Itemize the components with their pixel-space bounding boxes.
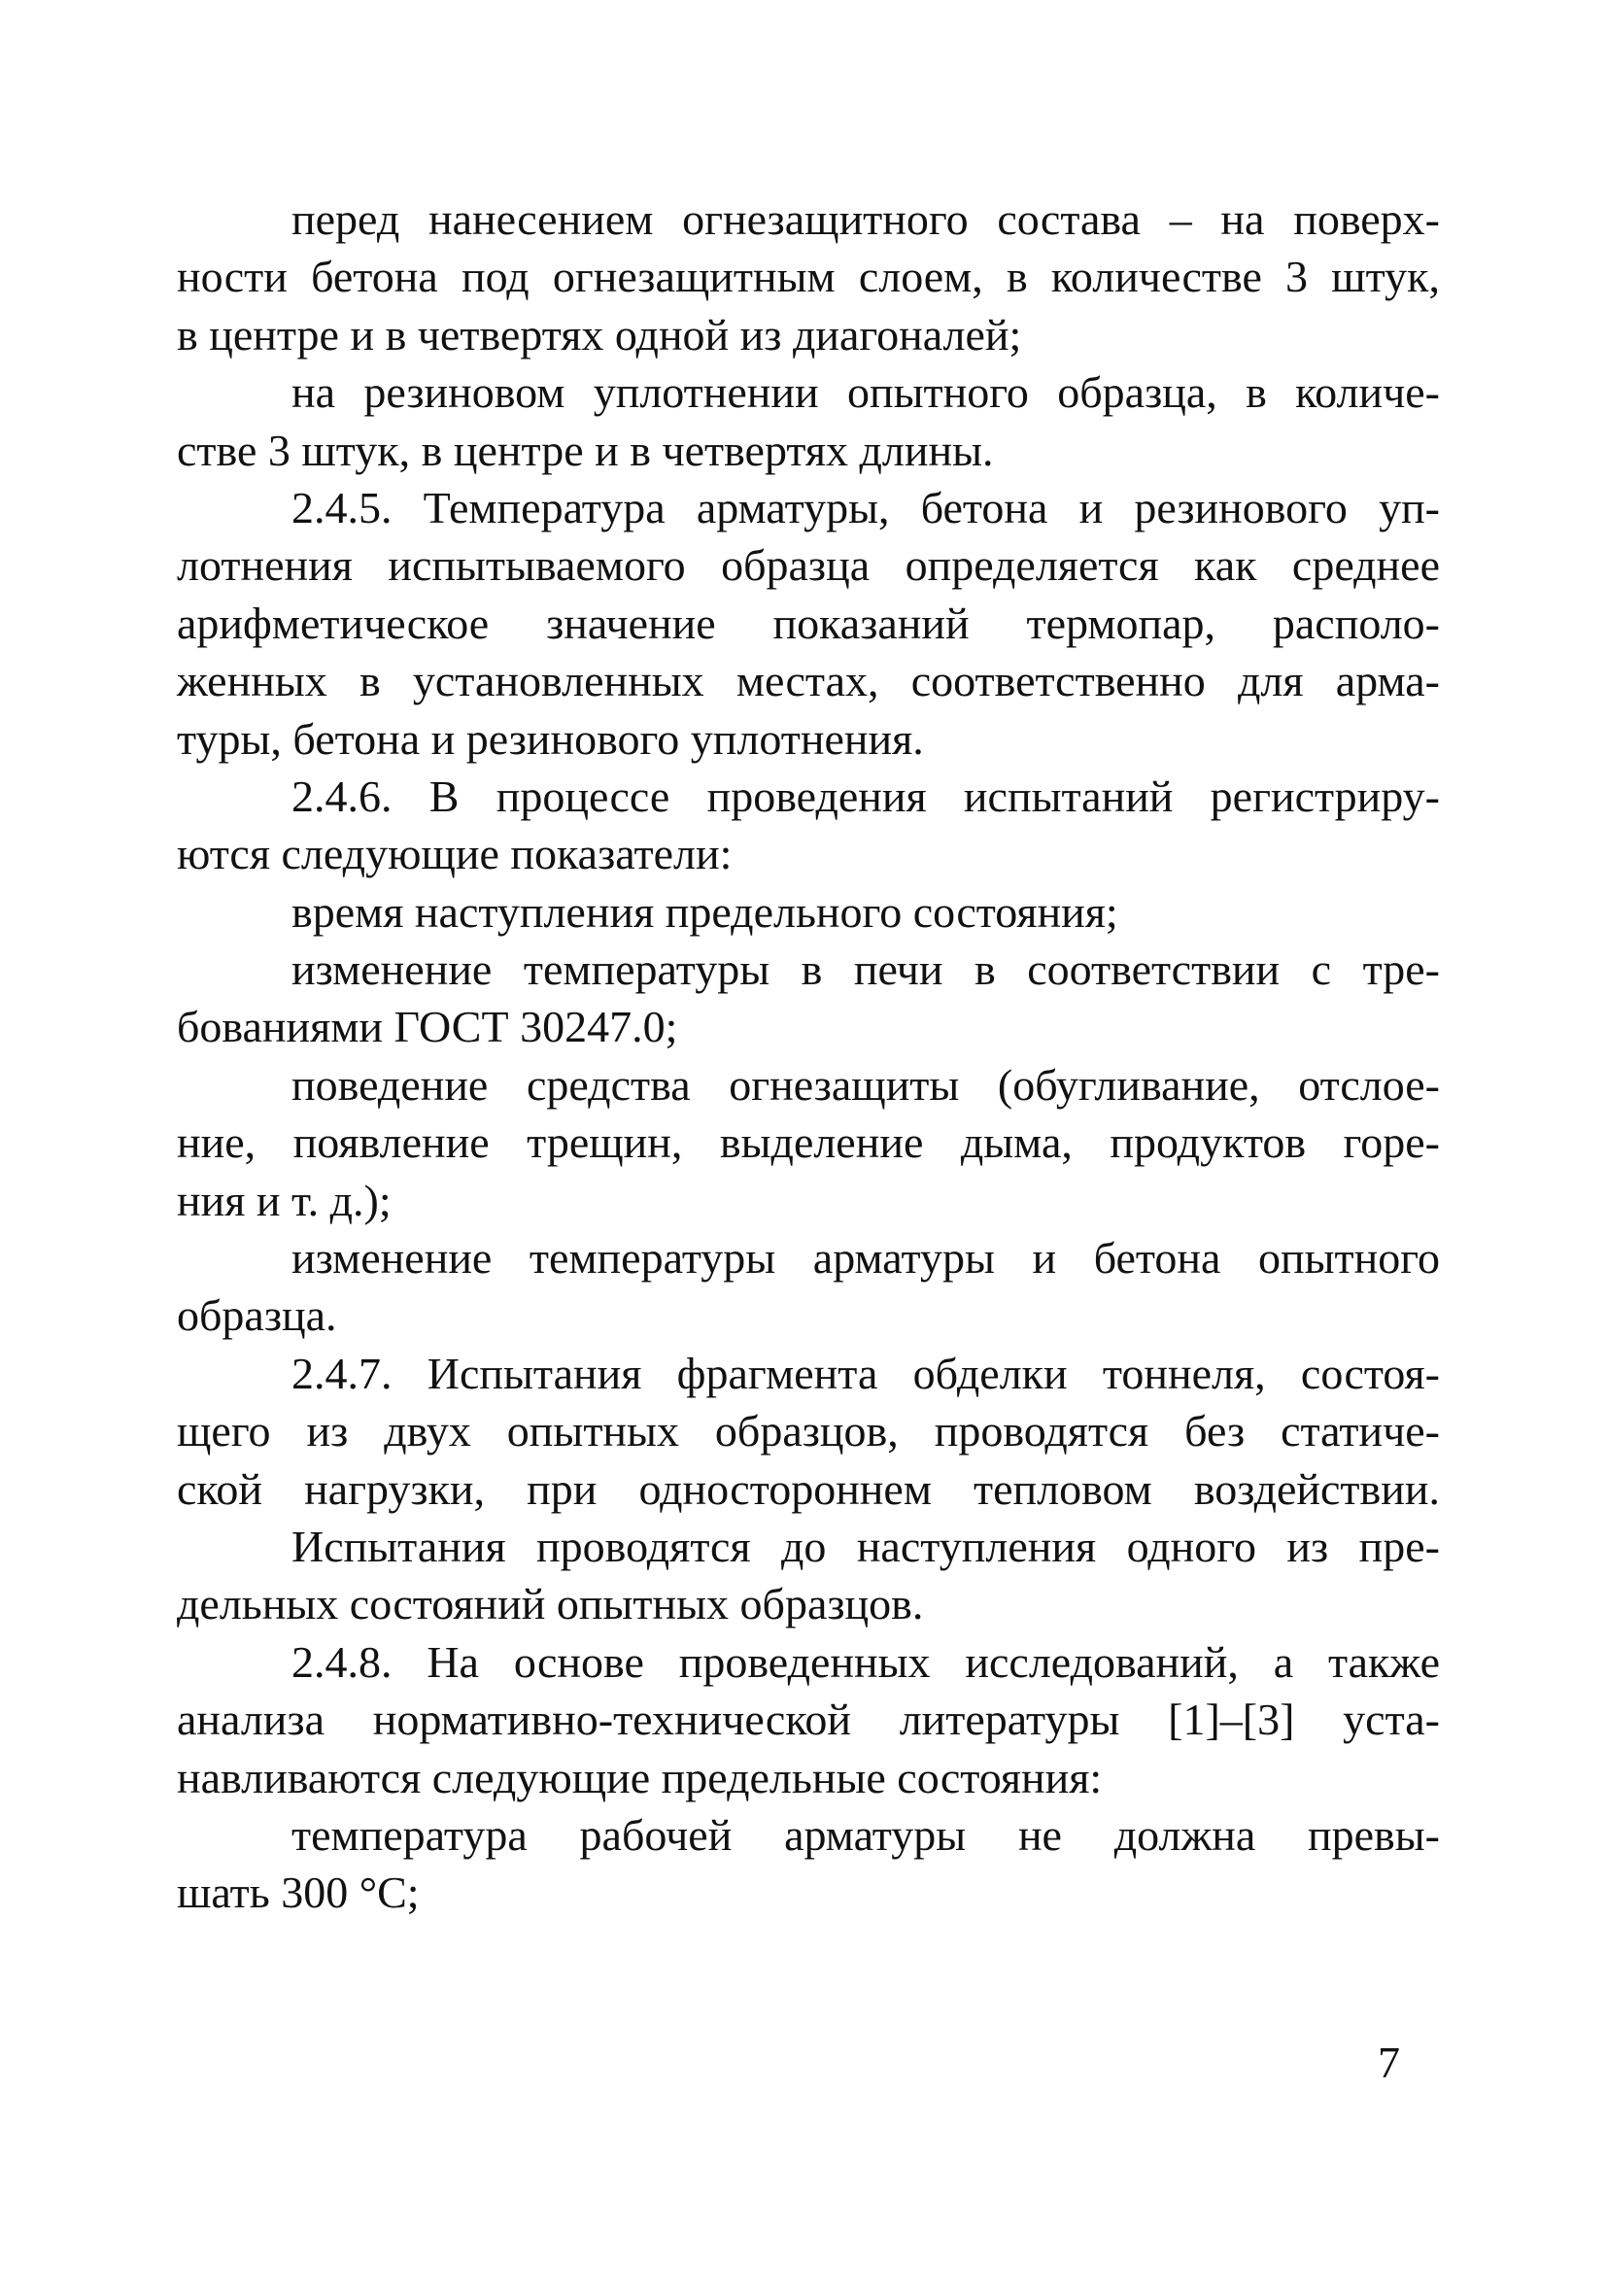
text-line: ской нагрузки, при одностороннем тепловом воздействии. xyxy=(177,1463,1440,1514)
text-line: перед нанесением огнезащитного состава – на поверх- xyxy=(291,194,1440,244)
text-line: туры, бетона и резинового уплотнения. xyxy=(177,713,924,764)
text-line: изменение температуры арматуры и бетона опытного xyxy=(291,1233,1440,1284)
text-line: 2.4.5. Температура арматуры, бетона и резинового уп- xyxy=(291,482,1440,532)
text-line: навливаются следующие предельные состояния: xyxy=(177,1752,1103,1802)
text-line: анализа нормативно-технической литературы [1]–[3] уста- xyxy=(177,1695,1440,1745)
text-line: Испытания проводятся до наступления одного из пре- xyxy=(291,1521,1440,1571)
text-line: образца. xyxy=(177,1290,337,1341)
text-line: температура рабочей арматуры не должна превы- xyxy=(291,1809,1440,1860)
text-line: в центре и в четвертях одной из диагоналей; xyxy=(177,309,1022,360)
text-line: арифметическое значение показаний термопар, располо- xyxy=(177,598,1440,648)
text-line: на резиновом уплотнении опытного образца, в количе- xyxy=(291,367,1440,418)
text-line: ности бетона под огнезащитным слоем, в количестве 3 штук, xyxy=(177,252,1440,302)
page-number: 7 xyxy=(1378,2038,1400,2087)
text-line: 2.4.7. Испытания фрагмента обделки тоннеля, состоя- xyxy=(291,1348,1440,1398)
text-line: щего из двух опытных образцов, проводятся без статиче- xyxy=(177,1406,1440,1456)
text-line: 2.4.6. В процессе проведения испытаний регистриру- xyxy=(291,771,1440,821)
text-line: бованиями ГОСТ 30247.0; xyxy=(177,1002,678,1052)
text-line: 2.4.8. На основе проведенных исследований, а также xyxy=(291,1636,1440,1687)
body-text xyxy=(177,190,1440,1922)
text-line: время наступления предельного состояния; xyxy=(291,886,1118,937)
text-line: шать 300 °С; xyxy=(177,1868,420,1918)
text-line: поведение средства огнезащиты (обугливание, отслое- xyxy=(291,1059,1440,1110)
text-line: дельных состояний опытных образцов. xyxy=(177,1579,924,1629)
text-line: ние, появление трещин, выделение дыма, продуктов горе- xyxy=(177,1117,1440,1168)
text-line: стве 3 штук, в центре и в четвертях длины. xyxy=(177,425,994,475)
text-line: ния и т. д.); xyxy=(177,1175,392,1225)
text-line: ются следующие показатели: xyxy=(177,829,733,879)
text-line: изменение температуры в печи в соответствии с тре- xyxy=(291,944,1440,995)
text-line: лотнения испытываемого образца определяется как среднее xyxy=(177,540,1440,591)
text-line: женных в установленных местах, соответственно для арма- xyxy=(177,656,1440,706)
